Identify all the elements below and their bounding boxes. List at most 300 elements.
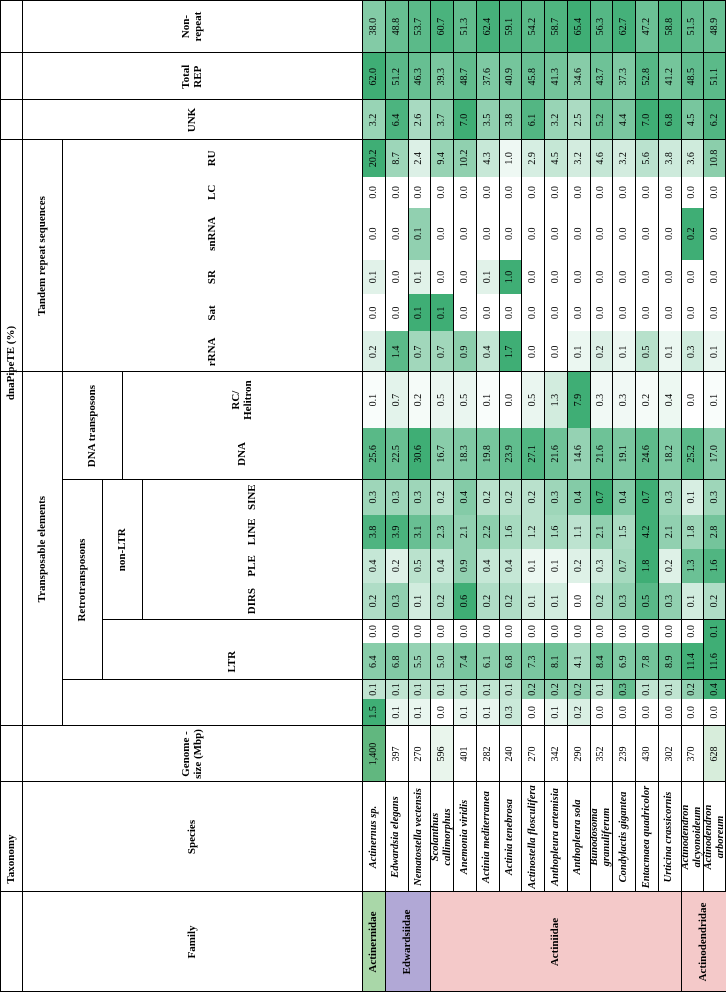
value-cell: 51.2 [385,53,408,100]
column-divider [0,781,726,782]
value-cell: 0.1 [703,620,726,643]
value-cell: 54.2 [521,0,544,53]
value-cell: 0.0 [481,227,493,241]
value-cell: 1.6 [499,515,522,550]
value-cell: 0.0 [481,625,493,638]
species-cell: Nematostella vectensis [413,788,425,886]
value-cell: 0.0 [709,270,721,284]
value-cell: 7.8 [635,643,658,680]
value-cell: 22.5 [385,428,408,480]
value-cell: 0.1 [544,583,567,620]
column-header-7: SINE [245,484,258,511]
value-cell: 1.8 [635,549,658,582]
value-cell: 0.4 [658,372,681,428]
value-cell: 0.1 [453,699,476,726]
value-cell: 0.1 [453,680,476,699]
value-cell: 0.7 [430,331,453,372]
value-cell: 51.1 [703,53,726,100]
column-divider [0,891,726,892]
species-cell: Entacmaea quadricolor [640,785,652,889]
value-cell: 0.3 [703,480,726,515]
value-cell: 4.5 [681,100,704,140]
value-cell: 0.0 [640,227,652,241]
value-cell: 58.8 [658,0,681,53]
value-cell: 0.0 [436,270,448,284]
value-cell: 0.1 [430,680,453,699]
value-cell: 0.5 [453,372,476,428]
value-cell: 56.3 [590,0,613,53]
value-cell: 0.1 [476,260,499,295]
col-divider [62,679,726,680]
value-cell: 18.3 [453,428,476,480]
value-cell: 48.7 [453,53,476,100]
value-cell: 2.2 [476,515,499,550]
value-cell: 0.1 [521,583,544,620]
value-cell: 4.5 [544,140,567,177]
value-cell: 0.0 [390,227,402,241]
genome-size-cell: 239 [618,746,630,762]
species-cell: Bunodosoma granuliferum [589,807,612,867]
value-cell: 43.7 [590,53,613,100]
value-cell: 0.4 [612,480,635,515]
value-cell: 1.3 [544,372,567,428]
value-cell: 1.8 [681,515,704,550]
value-cell: 3.8 [362,515,385,550]
value-cell: 0.0 [640,306,652,320]
value-cell: 48.5 [681,53,704,100]
species-cell: Condylactis gigantea [617,791,629,883]
value-cell: 0.0 [709,706,721,719]
value-cell: 0.2 [521,680,544,699]
value-cell: 0.0 [709,227,721,241]
row-divider [430,0,431,892]
value-cell: 0.0 [527,625,539,638]
value-cell: 0.2 [567,699,590,726]
genome-size-cell: 370 [686,746,698,762]
family-cell: Actiniidae [430,892,680,992]
column-header-6: LINE [245,518,258,546]
genome-size-cell: 302 [663,746,675,762]
genome-size-cell: 628 [703,726,726,782]
value-cell: 0.2 [544,680,567,699]
genome-size-cell: 430 [640,746,652,762]
value-cell: 37.3 [612,53,635,100]
value-cell: 60.7 [430,0,453,53]
value-cell: 0.0 [549,270,561,284]
value-cell: 0.2 [635,372,658,428]
value-cell: 0.1 [612,331,635,372]
value-cell: 0.0 [618,270,630,284]
value-cell: 3.6 [681,140,704,177]
row-divider [590,0,591,892]
value-cell: 52.8 [635,53,658,100]
value-cell: 1.4 [385,331,408,372]
genome-size-header: Genome -size (Mbp) [179,729,204,779]
value-cell: 0.1 [430,294,453,331]
value-cell: 0.3 [590,549,613,582]
value-cell: 62.4 [476,0,499,53]
value-cell: 0.3 [499,699,522,726]
row-divider [612,0,613,892]
value-cell: 0.0 [709,186,721,199]
value-cell: 7.0 [453,100,476,140]
value-cell: 1.0 [499,140,522,177]
value-cell: 0.5 [635,583,658,620]
value-cell: 0.9 [453,549,476,582]
value-cell: 2.5 [567,100,590,140]
species-cell: Scolanthus callimorphus [430,808,453,866]
value-cell: 0.1 [544,699,567,726]
value-cell: 0.3 [544,480,567,515]
genome-size-cell: 596 [430,726,453,782]
value-cell: 0.4 [703,680,726,699]
value-cell: 0.2 [590,331,613,372]
value-cell: 8.9 [658,643,681,680]
value-cell: 0.1 [567,331,590,372]
value-cell: 0.1 [590,680,613,699]
te-divider [62,140,63,726]
value-cell: 0.1 [408,583,431,620]
row-divider [635,0,636,892]
value-cell: 0.0 [572,270,584,284]
value-cell: 0.0 [436,227,448,241]
value-cell: 0.0 [686,393,698,407]
value-cell: 0.0 [367,227,379,241]
value-cell: 0.2 [499,480,522,515]
value-cell: 0.0 [504,625,516,638]
col-divider [102,619,726,620]
value-cell: 3.1 [408,515,431,550]
value-cell: 0.0 [595,306,607,320]
value-cell: 0.6 [453,583,476,620]
value-cell: 3.2 [362,100,385,140]
family-cell: Actinernidae [362,892,385,992]
value-cell: 0.2 [567,549,590,582]
value-cell: 51.3 [453,0,476,53]
value-cell: 11.4 [681,643,704,680]
non-ltr-header: non-LTR [115,528,128,572]
column-header-9: RC/ Helitron [229,380,254,420]
value-cell: 17.0 [703,428,726,480]
column-divider [0,52,726,53]
value-cell: 0.1 [476,372,499,428]
value-cell: 3.7 [430,100,453,140]
value-cell: 0.0 [595,270,607,284]
value-cell: 0.0 [595,625,607,638]
value-cell: 48.8 [385,0,408,53]
value-cell: 4.1 [567,643,590,680]
value-cell: 0.3 [590,372,613,428]
value-cell: 2.6 [408,100,431,140]
value-cell: 34.6 [567,53,590,100]
value-cell: 6.8 [385,643,408,680]
value-cell: 0.0 [390,186,402,199]
value-cell: 6.9 [612,643,635,680]
value-cell: 5.5 [408,643,431,680]
value-cell: 0.1 [658,680,681,699]
value-cell: 1.0 [499,260,522,295]
value-cell: 0.3 [612,680,635,699]
value-cell: 0.0 [390,270,402,284]
genome-size-cell: 290 [572,746,584,762]
value-cell: 0.2 [681,680,704,699]
value-cell: 0.1 [385,699,408,726]
value-cell: 0.0 [686,706,698,719]
value-cell: 47.2 [635,0,658,53]
value-cell: 3.9 [385,515,408,550]
row-divider [408,0,409,892]
value-cell: 0.0 [549,625,561,638]
value-cell: 1.5 [612,515,635,550]
value-cell: 0.0 [527,227,539,241]
species-header: Species [185,819,198,855]
value-cell: 62.0 [362,53,385,100]
value-cell: 6.1 [476,643,499,680]
value-cell: 58.7 [544,0,567,53]
column-header-11: Sat [205,305,218,321]
column-header-3 [102,620,362,643]
value-cell: 0.0 [572,306,584,320]
value-cell: 2.1 [658,515,681,550]
value-cell: 6.4 [362,643,385,680]
value-cell: 0.1 [408,208,431,260]
value-cell: 0.0 [458,625,470,638]
value-cell: 0.4 [430,549,453,582]
value-cell: 0.0 [663,625,675,638]
column-header-18: Non- repeat [179,11,204,42]
value-cell: 6.8 [499,643,522,680]
value-cell: 0.0 [458,306,470,320]
value-cell: 2.1 [590,515,613,550]
value-cell: 0.0 [595,227,607,241]
value-cell: 41.2 [658,53,681,100]
value-cell: 20.2 [362,140,385,177]
value-cell: 8.4 [590,643,613,680]
genome-size-cell: 401 [458,746,470,762]
value-cell: 0.2 [681,208,704,260]
value-cell: 1.6 [544,515,567,550]
value-cell: 45.8 [521,53,544,100]
species-cell: Actinodendron alcyonoideum [680,804,703,870]
value-cell: 0.4 [476,549,499,582]
species-cell: Actinodendron arboreum [703,804,726,870]
value-cell: 4.3 [476,140,499,177]
right-border [0,0,726,1]
value-cell: 41.3 [544,53,567,100]
value-cell: 25.2 [681,428,704,480]
column-header-14: LC [205,184,218,200]
row-divider [681,0,682,892]
value-cell: 0.2 [499,583,522,620]
value-cell: 40.9 [499,53,522,100]
value-cell: 1.2 [521,515,544,550]
value-cell: 8.1 [544,643,567,680]
value-cell: 0.0 [686,186,698,199]
value-cell: 2.3 [430,515,453,550]
value-cell: 0.1 [362,260,385,295]
value-cell: 0.0 [549,306,561,320]
value-cell: 0.2 [476,583,499,620]
genome-size-cell: 342 [549,746,561,762]
value-cell: 0.0 [481,186,493,199]
value-cell: 8.7 [385,140,408,177]
column-header-0 [102,699,362,726]
value-cell: 0.5 [408,549,431,582]
value-cell: 3.8 [658,140,681,177]
column-header-2: LTR [225,650,238,673]
value-cell: 0.0 [367,306,379,320]
col-divider [62,479,726,480]
value-cell: 0.0 [504,393,516,407]
value-cell: 0.2 [567,680,590,699]
value-cell: 0.0 [595,186,607,199]
row-divider [453,0,454,892]
value-cell: 0.4 [499,549,522,582]
value-cell: 0.1 [476,699,499,726]
value-cell: 0.0 [686,625,698,638]
value-cell: 19.8 [476,428,499,480]
value-cell: 5.0 [430,643,453,680]
value-cell: 1.3 [681,549,704,582]
value-cell: 39.3 [430,53,453,100]
value-cell: 0.1 [681,583,704,620]
value-cell: 6.2 [703,100,726,140]
value-cell: 0.0 [527,186,539,199]
value-cell: 25.6 [362,428,385,480]
value-cell: 0.0 [640,625,652,638]
column-divider [0,371,726,372]
value-cell: 0.3 [658,480,681,515]
value-cell: 4.4 [612,100,635,140]
value-cell: 0.0 [618,227,630,241]
value-cell: 0.0 [618,306,630,320]
value-cell: 0.1 [408,260,431,295]
row-divider [521,0,522,892]
value-cell: 51.5 [681,0,704,53]
species-cell: Actinia tenebrosa [504,798,516,876]
species-cell: Anthopleura sola [572,799,584,875]
value-cell: 62.7 [612,0,635,53]
column-header-12: SR [205,270,218,285]
value-cell: 0.0 [663,270,675,284]
value-cell: 7.4 [453,643,476,680]
genome-size-cell: 270 [413,746,425,762]
species-cell: Actinernus sp. [367,805,379,869]
value-cell: 0.0 [458,270,470,284]
value-cell: 0.0 [595,706,607,719]
row-divider [703,0,704,892]
transposable-elements-header: Transposable elements [35,495,48,603]
value-cell: 1.6 [703,549,726,582]
value-cell: 23.9 [499,428,522,480]
value-cell: 9.4 [430,140,453,177]
value-cell: 0.2 [430,583,453,620]
value-cell: 16.7 [430,428,453,480]
header-divider [22,0,23,992]
value-cell: 0.5 [521,372,544,428]
retrotransposons-header: Retrotransposons [75,538,88,622]
genome-size-cell: 397 [390,746,402,762]
value-cell: 19.1 [612,428,635,480]
column-header-16: UNK [185,107,198,133]
value-cell: 0.4 [453,480,476,515]
value-cell: 0.0 [436,625,448,638]
value-cell: 0.0 [481,306,493,320]
value-cell: 6.4 [385,100,408,140]
value-cell: 0.0 [663,186,675,199]
value-cell: 7.0 [635,100,658,140]
value-cell: 0.0 [504,227,516,241]
value-cell: 10.2 [453,140,476,177]
value-cell: 37.6 [476,53,499,100]
column-divider [0,99,726,100]
value-cell: 0.3 [408,480,431,515]
species-cell: Anemonia viridis [458,799,470,875]
genome-size-cell: 270 [527,746,539,762]
value-cell: 48.9 [703,0,726,53]
value-cell: 0.1 [362,680,385,699]
value-cell: 7.3 [521,643,544,680]
value-cell: 14.6 [567,428,590,480]
value-cell: 1.7 [499,331,522,372]
dna-transposons-header: DNA transposons [85,384,98,468]
value-cell: 0.2 [590,583,613,620]
genome-size-cell: 1,400 [362,726,385,782]
family-cell: Actinodendridae [681,892,726,992]
value-cell: 0.0 [709,306,721,320]
value-cell: 0.1 [362,372,385,428]
value-cell: 4.6 [590,140,613,177]
value-cell: 0.0 [527,306,539,320]
value-cell: 0.3 [658,583,681,620]
row-divider [658,0,659,892]
value-cell: 0.0 [572,227,584,241]
value-cell: 0.1 [658,331,681,372]
value-cell: 0.0 [572,186,584,199]
value-cell: 4.2 [635,515,658,550]
column-divider [0,139,726,140]
header-bottom [362,0,363,992]
family-divider [430,892,431,992]
value-cell: 2.1 [453,515,476,550]
value-cell: 0.1 [703,331,726,372]
table-title: dnaPipeTE (%) [4,325,17,401]
value-cell: 0.4 [476,331,499,372]
value-cell: 0.1 [544,549,567,582]
genome-size-cell: 282 [481,746,493,762]
value-cell: 18.2 [658,428,681,480]
value-cell: 0.1 [408,699,431,726]
value-cell: 0.4 [567,480,590,515]
value-cell: 0.0 [572,594,584,608]
value-cell: 0.1 [408,680,431,699]
value-cell: 0.1 [408,294,431,331]
value-cell: 21.6 [590,428,613,480]
value-cell: 0.1 [703,372,726,428]
value-cell: 3.5 [476,100,499,140]
value-cell: 0.0 [413,625,425,638]
value-cell: 0.7 [635,480,658,515]
value-cell: 2.4 [408,140,431,177]
value-cell: 0.0 [436,186,448,199]
value-cell: 0.0 [367,625,379,638]
value-cell: 0.0 [390,306,402,320]
column-header-1 [102,680,362,699]
retro-divider [102,480,103,680]
value-cell: 0.0 [549,227,561,241]
value-cell: 0.1 [635,680,658,699]
value-cell: 0.3 [612,372,635,428]
